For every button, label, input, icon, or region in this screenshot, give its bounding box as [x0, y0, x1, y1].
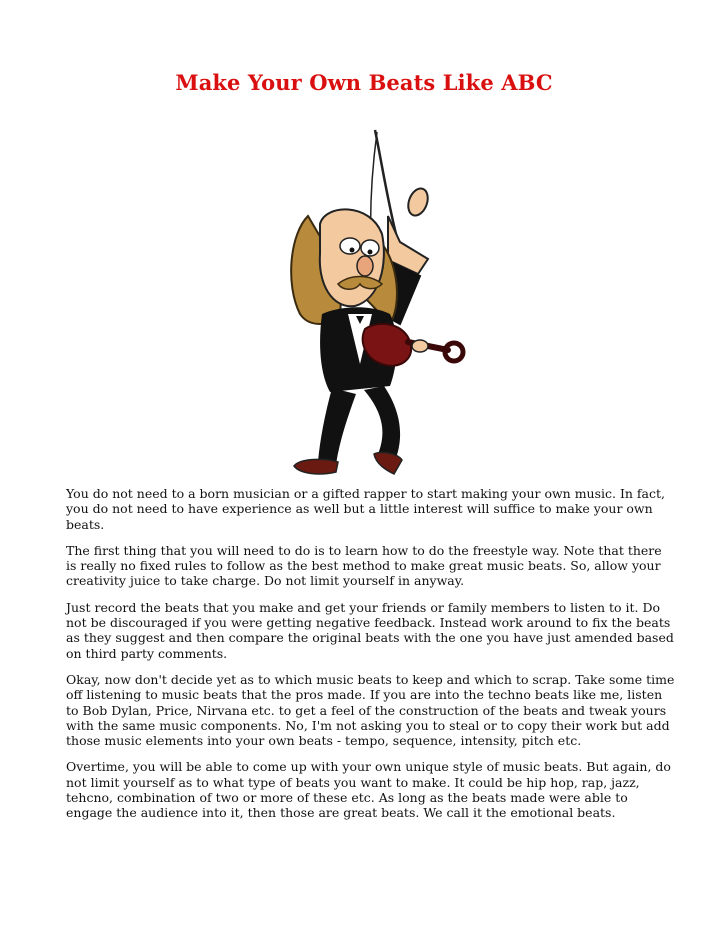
violinist-cartoon-icon — [270, 124, 470, 480]
paragraph-3: Just record the beats that you make and get your friends or family members to listen to it. Do not be discouraged if you were getting negative feedback. Instead work around to fix the beats as they suggest and then compare the original beats with the one you have just amended based on third party comments. — [66, 599, 674, 661]
paragraph-1: You do not need to a born musician or a gifted rapper to start making your own music. In fact, you do not need to have experience as well but a little interest will suffice to make your own beats. — [66, 486, 665, 532]
paragraph-5: Overtime, you will be able to come up with your own unique style of music beats. But again, do not limit yourself as to what type of beats you want to make. It could be hip hop, rap, jazz, tehcno, combination of two or more of these etc. As long as the beats made were able to engage the audience into it, then those are great beats. We call it the emotional beats. — [66, 759, 671, 821]
page-title: Make Your Own Beats Like ABC — [175, 70, 553, 95]
paragraph-4: Okay, now don't decide yet as to which music beats to keep and which to scrap. Take some time off listening to music beats that the pros made. If you are into the techno beats like me, listen to Bob Dylan, Price, Nirvana etc. to get a feel of the construction of the beats and tweak yours with the same music components. No, I'm not asking you to steal or to copy their work but add those music elements into your own beats - tempo, sequence, intensity, pitch etc. — [66, 671, 675, 749]
paragraph-2: The first thing that you will need to do is to learn how to do the freestyle way. Note that there is really no fixed rules to follow as the best method to make great music beats. So, allow your creativity juice to take charge. Do not limit yourself in anyway. — [66, 542, 662, 589]
article-body — [66, 486, 676, 832]
